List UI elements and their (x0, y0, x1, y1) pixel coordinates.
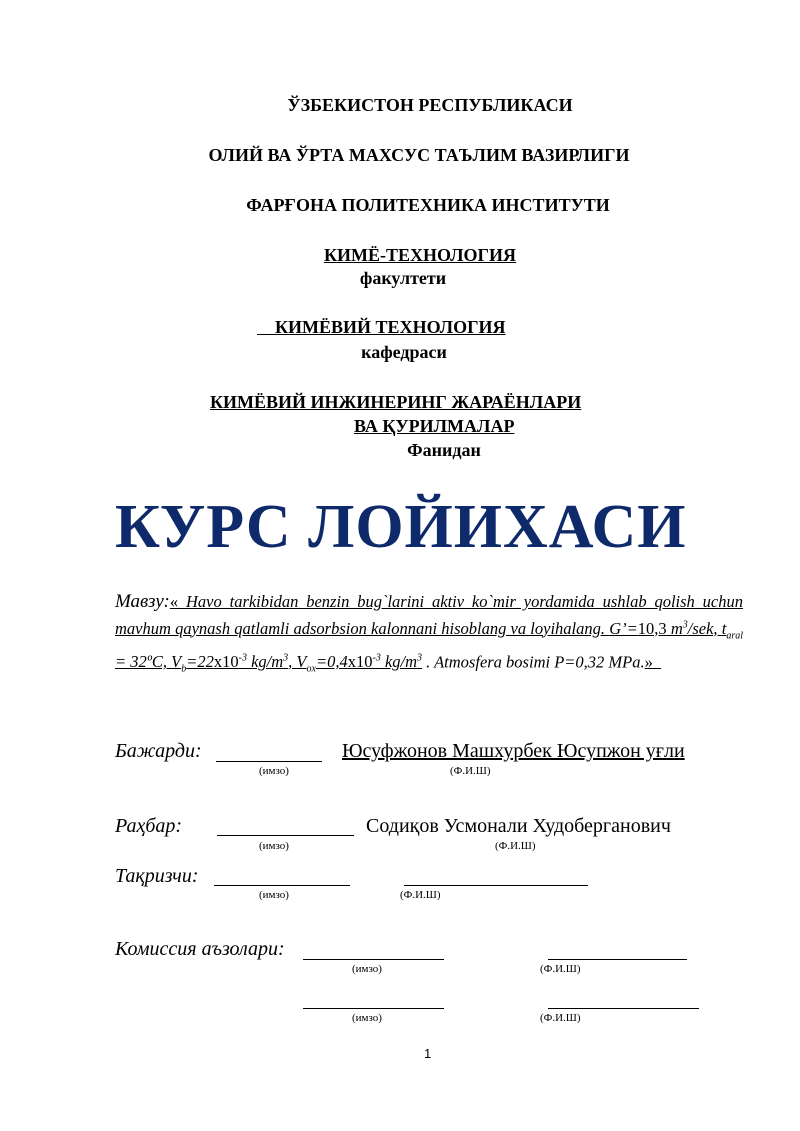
commission-label: Комиссия аъзолари: (115, 938, 285, 960)
ministry-heading: ОЛИЙ ВА ЎРТА МАХСУС ТАЪЛИМ ВАЗИРЛИГИ (208, 145, 630, 165)
close-quote-mark: » (644, 652, 653, 672)
reviewer-sign-hint: (имзо) (259, 889, 289, 901)
open-quote: « (169, 592, 179, 611)
g-unit-tail: /sek, (687, 618, 718, 638)
t-label: t (721, 618, 727, 638)
vox-exp: -3 (372, 652, 381, 664)
institute-heading: ФАРҒОНА ПОЛИТЕХНИКА ИНСТИТУТИ (246, 195, 610, 215)
vb-label: V (171, 652, 182, 672)
vox-sub: ox (306, 663, 316, 675)
vox-unit: kg/m (380, 652, 418, 672)
page-number: 1 (424, 1046, 432, 1061)
department-name (257, 317, 506, 338)
department-name-text: КИМЁВИЙ ТЕХНОЛОГИЯ (275, 317, 506, 337)
reviewer-name-line (404, 885, 588, 886)
vb-sub: b (181, 663, 187, 675)
commission-name-hint-2: (Ф.И.Ш) (540, 1012, 581, 1024)
faculty-word: факултети (359, 268, 447, 288)
topic-text: « Havo tarkibidan benzin bug`larini aktiv ko`mir yordamida ushlab qolish uchun mavhum qaynash qatlamli adsorbsion kalonnani hisoblang va loyihalang. G’=10,3 $m^3$/sek, $t_{aral}$ = 32ºC, $V_b=22x10^{-3}$ $kg/m^3$, $V_{ox}=0,4x10^{-3}$ $kg/m^3$ (115, 592, 744, 675)
g-unit: m (666, 618, 683, 638)
t-value: = 32ºC, (115, 652, 168, 672)
vox-x: x10 (347, 652, 373, 672)
topic-tail: . Atmosfera bosimi P=0,32 MPa. (422, 652, 645, 672)
g-label: G’= (609, 618, 638, 638)
performer-sign-hint: (имзо) (259, 765, 289, 777)
reviewer-sign-line (214, 885, 350, 886)
performer-name-hint: (Ф.И.Ш) (450, 765, 491, 777)
topic-text-1: Havo tarkibidan benzin bug`larini aktiv ko`mir yordamida ushlab qolish uchun mavhum qaynash qatlamli adsorbsion kalonnani hisoblang va loyihalang. (115, 592, 743, 638)
topic-paragraph (115, 590, 743, 681)
republic-heading: ЎЗБЕКИСТОН РЕСПУБЛИКАСИ (287, 95, 573, 115)
document-title: КУРС ЛОЙИХАСИ (115, 493, 687, 561)
faculty-name: КИМЁ-ТЕХНОЛОГИЯ (323, 245, 517, 265)
performer-name: Юсуфжонов Машхурбек Юсупжон уғли (342, 740, 685, 762)
subject-word: Фанидан (407, 440, 481, 460)
vb-value: =22 (186, 652, 214, 672)
supervisor-label: Раҳбар: (115, 815, 183, 837)
department-word: кафедраси (361, 342, 447, 362)
performer-sign-line (216, 761, 322, 762)
commission-sign-hint-2: (имзо) (352, 1012, 382, 1024)
subject-line1: КИМЁВИЙ ИНЖИНЕРИНГ ЖАРАЁНЛАРИ (210, 392, 582, 412)
vb-unit-sup: 3 (283, 652, 289, 664)
supervisor-sign-line (217, 835, 354, 836)
topic-label: Мавзу: (115, 591, 170, 612)
vb-unit: kg/m (246, 652, 284, 672)
supervisor-name-hint: (Ф.И.Ш) (495, 840, 536, 852)
close-quote (645, 652, 662, 671)
commission-sign-line-1 (303, 959, 444, 960)
commission-sign-line-2 (303, 1008, 444, 1009)
commission-sign-hint-1: (имзо) (352, 963, 382, 975)
vb-x: x10 (213, 652, 239, 672)
reviewer-label: Тақризчи: (115, 865, 199, 887)
g-value: 10,3 (637, 618, 667, 638)
vb-exp: -3 (238, 652, 247, 664)
performer-label: Бажарди: (115, 740, 202, 762)
g-unit-sup: 3 (682, 619, 688, 630)
reviewer-name-hint: (Ф.И.Ш) (400, 889, 441, 901)
vox-unit-sup: 3 (417, 652, 423, 664)
commission-name-line-1 (548, 959, 687, 960)
vox-label: V (296, 652, 307, 672)
commission-name-hint-1: (Ф.И.Ш) (540, 963, 581, 975)
t-sub: aral (726, 629, 744, 641)
supervisor-name: Содиқов Усмонали Худоберганович (366, 815, 671, 837)
commission-name-line-2 (548, 1008, 699, 1009)
subject-line2: ВА ҚУРИЛМАЛАР (354, 416, 515, 436)
vox-value: =0,4 (315, 652, 348, 672)
supervisor-sign-hint: (имзо) (259, 840, 289, 852)
